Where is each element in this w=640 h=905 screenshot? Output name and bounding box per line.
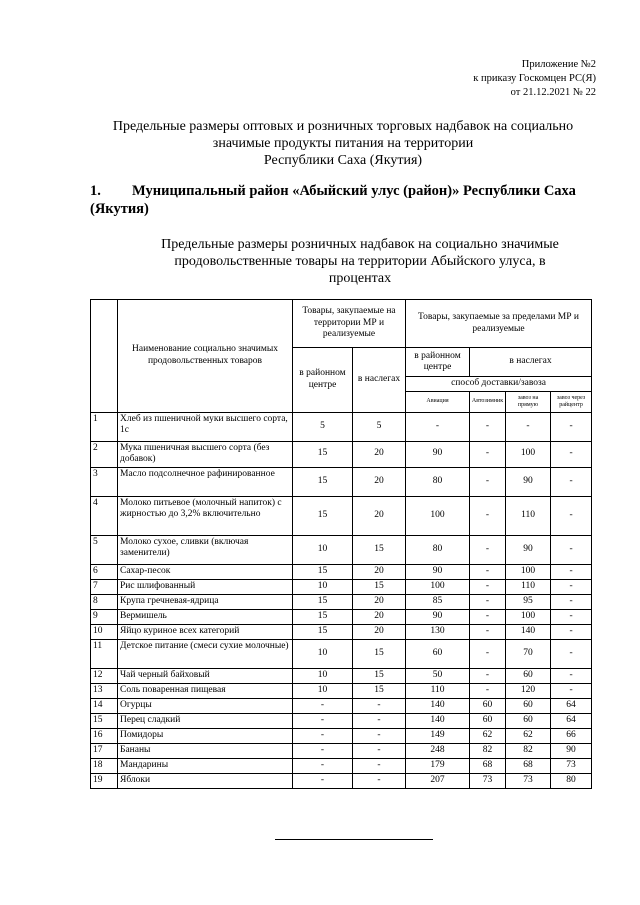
winter-road-value: - bbox=[470, 441, 506, 467]
direct-value: 60 bbox=[506, 713, 551, 728]
direct-value: 60 bbox=[506, 698, 551, 713]
winter-road-value: 62 bbox=[470, 728, 506, 743]
section-heading bbox=[90, 182, 596, 218]
product-name: Рис шлифованный bbox=[118, 579, 293, 594]
winter-road-value: 60 bbox=[470, 698, 506, 713]
inside-center-value: - bbox=[293, 728, 353, 743]
aviation-value: 85 bbox=[406, 594, 470, 609]
header-inside-region: Товары, закупаемые на территории МР и реализуемые bbox=[293, 300, 406, 348]
direct-value: 60 bbox=[506, 668, 551, 683]
annex-line-1: Приложение №2 bbox=[521, 59, 596, 70]
via-center-value: 73 bbox=[551, 758, 592, 773]
row-number: 6 bbox=[91, 564, 118, 579]
inside-nasleg-value: - bbox=[353, 698, 406, 713]
winter-road-value: 68 bbox=[470, 758, 506, 773]
via-center-value: - bbox=[551, 535, 592, 564]
row-number: 1 bbox=[91, 412, 118, 441]
annex-line-3: от 21.12.2021 № 22 bbox=[510, 87, 596, 98]
table-row bbox=[91, 496, 592, 535]
winter-road-value: - bbox=[470, 412, 506, 441]
via-center-value: - bbox=[551, 579, 592, 594]
inside-center-value: - bbox=[293, 758, 353, 773]
winter-road-value: - bbox=[470, 579, 506, 594]
product-name: Яйцо куриное всех категорий bbox=[118, 624, 293, 639]
aviation-value: 60 bbox=[406, 639, 470, 668]
via-center-value: - bbox=[551, 564, 592, 579]
row-number: 10 bbox=[91, 624, 118, 639]
aviation-value: 90 bbox=[406, 441, 470, 467]
inside-center-value: 10 bbox=[293, 683, 353, 698]
inside-center-value: - bbox=[293, 698, 353, 713]
aviation-value: - bbox=[406, 412, 470, 441]
row-number: 14 bbox=[91, 698, 118, 713]
aviation-value: 149 bbox=[406, 728, 470, 743]
direct-value: 95 bbox=[506, 594, 551, 609]
table-row bbox=[91, 467, 592, 496]
inside-nasleg-value: - bbox=[353, 773, 406, 788]
direct-value: 90 bbox=[506, 535, 551, 564]
inside-nasleg-value: - bbox=[353, 758, 406, 773]
product-name: Чай черный байховый bbox=[118, 668, 293, 683]
row-number: 12 bbox=[91, 668, 118, 683]
inside-center-value: - bbox=[293, 713, 353, 728]
row-number: 11 bbox=[91, 639, 118, 668]
winter-road-value: - bbox=[470, 496, 506, 535]
product-name: Перец сладкий bbox=[118, 713, 293, 728]
aviation-value: 207 bbox=[406, 773, 470, 788]
table-body bbox=[91, 412, 592, 788]
direct-value: 73 bbox=[506, 773, 551, 788]
row-number: 2 bbox=[91, 441, 118, 467]
table-row bbox=[91, 624, 592, 639]
winter-road-value: - bbox=[470, 624, 506, 639]
winter-road-value: - bbox=[470, 639, 506, 668]
inside-center-value: 15 bbox=[293, 609, 353, 624]
table-row bbox=[91, 441, 592, 467]
via-center-value: - bbox=[551, 594, 592, 609]
via-center-value: 64 bbox=[551, 698, 592, 713]
aviation-value: 90 bbox=[406, 609, 470, 624]
row-number: 19 bbox=[91, 773, 118, 788]
table-row bbox=[91, 698, 592, 713]
product-name: Молоко питьевое (молочный напиток) с жирностью до 3,2% включительно bbox=[118, 496, 293, 535]
inside-nasleg-value: 20 bbox=[353, 609, 406, 624]
inside-nasleg-value: 15 bbox=[353, 535, 406, 564]
aviation-value: 80 bbox=[406, 467, 470, 496]
doc-title-line-3: Республики Саха (Якутия) bbox=[263, 153, 423, 168]
table-title-line-2: продовольственные товары на территории Абыйского улуса, в bbox=[174, 254, 546, 269]
winter-road-value: - bbox=[470, 594, 506, 609]
via-center-value: - bbox=[551, 467, 592, 496]
product-name: Яблоки bbox=[118, 773, 293, 788]
aviation-value: 140 bbox=[406, 698, 470, 713]
inside-nasleg-value: 5 bbox=[353, 412, 406, 441]
annex-reference bbox=[473, 58, 596, 100]
table-row bbox=[91, 713, 592, 728]
inside-nasleg-value: 15 bbox=[353, 668, 406, 683]
table-row bbox=[91, 412, 592, 441]
via-center-value: - bbox=[551, 668, 592, 683]
inside-nasleg-value: 15 bbox=[353, 639, 406, 668]
markup-table bbox=[90, 299, 592, 789]
product-name: Вермишель bbox=[118, 609, 293, 624]
direct-value: 110 bbox=[506, 496, 551, 535]
inside-nasleg-value: 20 bbox=[353, 467, 406, 496]
footer-divider bbox=[275, 839, 433, 840]
via-center-value: - bbox=[551, 441, 592, 467]
via-center-value: - bbox=[551, 496, 592, 535]
winter-road-value: - bbox=[470, 564, 506, 579]
row-number: 8 bbox=[91, 594, 118, 609]
direct-value: 120 bbox=[506, 683, 551, 698]
header-direct: завоз на прямую bbox=[506, 391, 551, 412]
aviation-value: 50 bbox=[406, 668, 470, 683]
inside-center-value: 10 bbox=[293, 535, 353, 564]
inside-center-value: 15 bbox=[293, 496, 353, 535]
annex-line-2: к приказу Госкомцен РС(Я) bbox=[473, 73, 596, 84]
inside-nasleg-value: 15 bbox=[353, 579, 406, 594]
product-name: Мандарины bbox=[118, 758, 293, 773]
table-row bbox=[91, 668, 592, 683]
winter-road-value: - bbox=[470, 683, 506, 698]
row-number: 5 bbox=[91, 535, 118, 564]
winter-road-value: - bbox=[470, 467, 506, 496]
via-center-value: 90 bbox=[551, 743, 592, 758]
table-row bbox=[91, 609, 592, 624]
direct-value: 68 bbox=[506, 758, 551, 773]
inside-center-value: 10 bbox=[293, 579, 353, 594]
direct-value: 140 bbox=[506, 624, 551, 639]
header-product-name: Наименование социально значимых продовольственных товаров bbox=[118, 300, 293, 413]
inside-nasleg-value: - bbox=[353, 728, 406, 743]
direct-value: 62 bbox=[506, 728, 551, 743]
product-name: Детское питание (смеси сухие молочные) bbox=[118, 639, 293, 668]
aviation-value: 140 bbox=[406, 713, 470, 728]
aviation-value: 130 bbox=[406, 624, 470, 639]
inside-nasleg-value: 20 bbox=[353, 441, 406, 467]
table-row bbox=[91, 773, 592, 788]
direct-value: 82 bbox=[506, 743, 551, 758]
table-title-line-3: процентах bbox=[328, 271, 392, 286]
inside-nasleg-value: 20 bbox=[353, 594, 406, 609]
via-center-value: 80 bbox=[551, 773, 592, 788]
aviation-value: 90 bbox=[406, 564, 470, 579]
winter-road-value: 82 bbox=[470, 743, 506, 758]
table-row bbox=[91, 639, 592, 668]
aviation-value: 179 bbox=[406, 758, 470, 773]
row-number: 3 bbox=[91, 467, 118, 496]
header-inside-center: в районном центре bbox=[293, 348, 353, 413]
header-delivery-method: способ доставки/завоза bbox=[406, 377, 592, 392]
section-number: 1. bbox=[90, 183, 101, 199]
header-via-center: завоз через райцентр bbox=[551, 391, 592, 412]
inside-center-value: 15 bbox=[293, 467, 353, 496]
direct-value: 100 bbox=[506, 609, 551, 624]
table-row bbox=[91, 683, 592, 698]
doc-title-line-2: значимые продукты питания на территории bbox=[212, 136, 474, 151]
inside-center-value: - bbox=[293, 743, 353, 758]
inside-center-value: 5 bbox=[293, 412, 353, 441]
direct-value: 100 bbox=[506, 564, 551, 579]
direct-value: 100 bbox=[506, 441, 551, 467]
header-outside-nasleg: в наслегах bbox=[470, 348, 592, 377]
product-name: Крупа гречневая-ядрица bbox=[118, 594, 293, 609]
inside-center-value: 10 bbox=[293, 639, 353, 668]
aviation-value: 248 bbox=[406, 743, 470, 758]
inside-nasleg-value: 20 bbox=[353, 496, 406, 535]
product-name: Бананы bbox=[118, 743, 293, 758]
via-center-value: - bbox=[551, 639, 592, 668]
winter-road-value: - bbox=[470, 609, 506, 624]
inside-nasleg-value: 20 bbox=[353, 624, 406, 639]
direct-value: - bbox=[506, 412, 551, 441]
direct-value: 110 bbox=[506, 579, 551, 594]
header-aviation: Авиация bbox=[406, 391, 470, 412]
direct-value: 90 bbox=[506, 467, 551, 496]
table-row bbox=[91, 743, 592, 758]
row-number: 9 bbox=[91, 609, 118, 624]
header-winter-road: Автозимник bbox=[470, 391, 506, 412]
product-name: Сахар-песок bbox=[118, 564, 293, 579]
table-row bbox=[91, 758, 592, 773]
inside-center-value: 15 bbox=[293, 564, 353, 579]
product-name: Соль поваренная пищевая bbox=[118, 683, 293, 698]
header-outside-region: Товары, закупаемые за пределами МР и реализуемые bbox=[406, 300, 592, 348]
table-row bbox=[91, 564, 592, 579]
via-center-value: 66 bbox=[551, 728, 592, 743]
inside-center-value: - bbox=[293, 773, 353, 788]
product-name: Помидоры bbox=[118, 728, 293, 743]
direct-value: 70 bbox=[506, 639, 551, 668]
product-name: Масло подсолнечное рафинированное bbox=[118, 467, 293, 496]
header-inside-nasleg: в наслегах bbox=[353, 348, 406, 413]
section-title-text: Муниципальный район «Абыйский улус (район)» Республики Саха (Якутия) bbox=[90, 183, 576, 217]
doc-title-line-1: Предельные размеры оптовых и розничных торговых надбавок на социально bbox=[112, 119, 574, 134]
via-center-value: 64 bbox=[551, 713, 592, 728]
inside-nasleg-value: 20 bbox=[353, 564, 406, 579]
table-row bbox=[91, 579, 592, 594]
product-name: Молоко сухое, сливки (включая заменители) bbox=[118, 535, 293, 564]
inside-nasleg-value: - bbox=[353, 713, 406, 728]
inside-center-value: 15 bbox=[293, 594, 353, 609]
via-center-value: - bbox=[551, 412, 592, 441]
header-outside-center: в районном центре bbox=[406, 348, 470, 377]
winter-road-value: - bbox=[470, 668, 506, 683]
inside-center-value: 15 bbox=[293, 441, 353, 467]
aviation-value: 80 bbox=[406, 535, 470, 564]
aviation-value: 100 bbox=[406, 579, 470, 594]
inside-nasleg-value: 15 bbox=[353, 683, 406, 698]
winter-road-value: - bbox=[470, 535, 506, 564]
inside-center-value: 15 bbox=[293, 624, 353, 639]
product-name: Мука пшеничная высшего сорта (без добавок) bbox=[118, 441, 293, 467]
inside-center-value: 10 bbox=[293, 668, 353, 683]
aviation-value: 100 bbox=[406, 496, 470, 535]
winter-road-value: 73 bbox=[470, 773, 506, 788]
via-center-value: - bbox=[551, 624, 592, 639]
product-name: Огурцы bbox=[118, 698, 293, 713]
table-row bbox=[91, 594, 592, 609]
table-row bbox=[91, 535, 592, 564]
table-title bbox=[130, 236, 590, 287]
aviation-value: 110 bbox=[406, 683, 470, 698]
row-number: 17 bbox=[91, 743, 118, 758]
row-number: 18 bbox=[91, 758, 118, 773]
row-number: 4 bbox=[91, 496, 118, 535]
product-name: Хлеб из пшеничной муки высшего сорта, 1с bbox=[118, 412, 293, 441]
row-number: 13 bbox=[91, 683, 118, 698]
document-title bbox=[60, 118, 626, 169]
row-number: 7 bbox=[91, 579, 118, 594]
via-center-value: - bbox=[551, 683, 592, 698]
row-number: 16 bbox=[91, 728, 118, 743]
table-title-line-1: Предельные размеры розничных надбавок на социально значимые bbox=[161, 237, 559, 252]
via-center-value: - bbox=[551, 609, 592, 624]
winter-road-value: 60 bbox=[470, 713, 506, 728]
table-row bbox=[91, 728, 592, 743]
inside-nasleg-value: - bbox=[353, 743, 406, 758]
header-number bbox=[91, 300, 118, 413]
row-number: 15 bbox=[91, 713, 118, 728]
